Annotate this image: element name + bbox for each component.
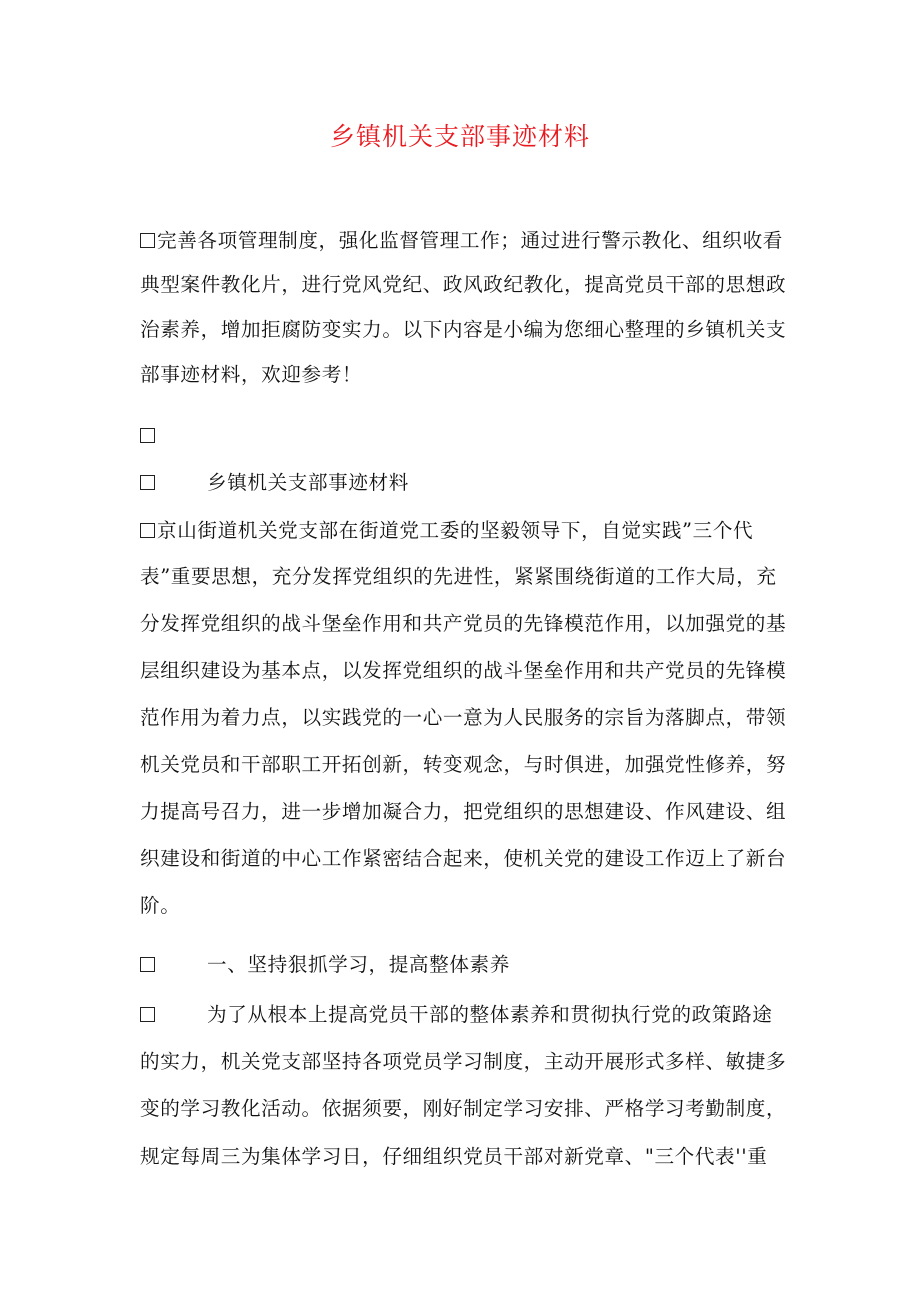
checkbox-glyph-icon (140, 957, 155, 972)
paragraph-line: 机关党员和干部职工开拓创新，转变观念，与时俱进，加强党性修养，努 (140, 753, 787, 776)
paragraph-line: 治素养，增加拒腐防变实力。以下内容是小编为您细心整理的乡镇机关支 (140, 318, 787, 341)
checkbox-glyph-icon (140, 475, 155, 490)
paragraph-line: 表”重要思想，充分发挥党组织的先进性，紧紧围绕街道的工作大局，充 (140, 565, 777, 588)
paragraph-line: 完善各项管理制度，强化监督管理工作；通过进行警示教化、组织收看 (140, 229, 783, 253)
paragraph-line: 分发挥党组织的战斗堡垒作用和共产党员的先锋模范作用，以加强党的基 (140, 612, 787, 635)
paragraph-line: 织建设和街道的中心工作紧密结合起来，使机关党的建设工作迈上了新台 (140, 847, 787, 870)
section-heading: 一、坚持狠抓学习，提高整体素养 (140, 953, 510, 977)
document-title: 乡镇机关支部事迹材料 (329, 122, 590, 151)
paragraph-line (140, 424, 157, 448)
paragraph-line: 为了从根本上提高党员干部的整体素养和贯彻执行党的政策路途 (140, 1003, 772, 1027)
section-heading: 乡镇机关支部事迹材料 (140, 471, 409, 495)
checkbox-glyph-icon (140, 523, 155, 538)
paragraph-line: 部事迹材料，欢迎参考！ (140, 363, 363, 386)
paragraph-line: 层组织建设为基本点，以发挥党组织的战斗堡垒作用和共产党员的先锋模 (140, 659, 787, 682)
paragraph-line: 规定每周三为集体学习日，仔细组织党员干部对新党章、"三个代表''重 (140, 1145, 768, 1168)
paragraph-line: 范作用为着力点，以实践党的一心一意为人民服务的宗旨为落脚点，带领 (140, 706, 787, 729)
paragraph-line: 的实力，机关党支部坚持各项党员学习制度，主动开展形式多样、敏捷多 (140, 1050, 787, 1073)
checkbox-glyph-icon (140, 233, 155, 248)
paragraph-line: 京山街道机关党支部在街道党工委的坚毅领导下，自觉实践”三个代 (140, 519, 753, 543)
checkbox-glyph-icon (140, 1007, 155, 1022)
paragraph-line: 力提高号召力，进一步增加凝合力，把党组织的思想建设、作风建设、组 (140, 800, 787, 823)
checkbox-glyph-icon (140, 428, 155, 443)
paragraph-line: 变的学习教化活动。依据须要，刚好制定学习安排、严格学习考勤制度， (140, 1097, 787, 1120)
paragraph-line: 典型案件教化片，进行党风党纪、政风政纪教化，提高党员干部的思想政 (140, 273, 787, 296)
paragraph-line: 阶。 (140, 894, 181, 917)
